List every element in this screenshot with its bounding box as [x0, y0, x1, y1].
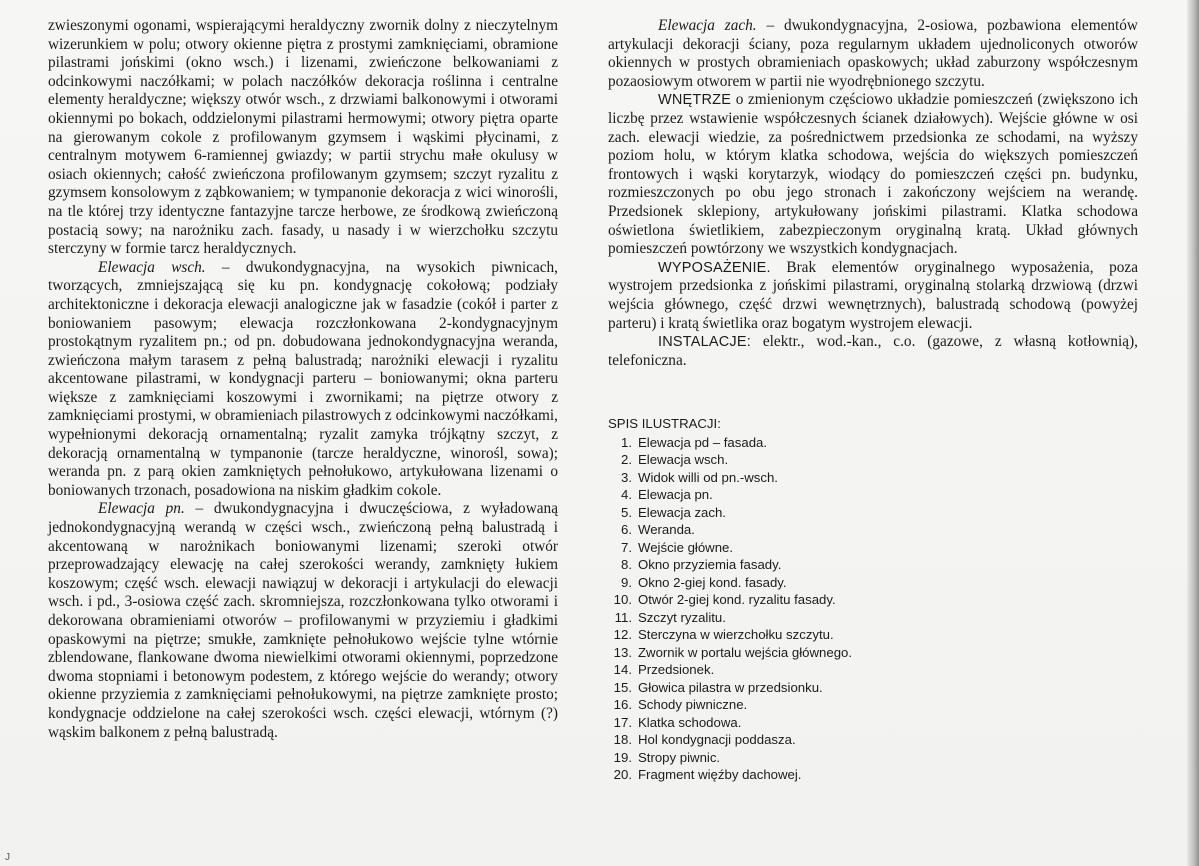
illustration-caption: Wejście główne.: [638, 539, 734, 555]
illustration-caption: Schody piwniczne.: [638, 697, 748, 712]
illustration-list-item: [608, 714, 1008, 732]
illustration-caption: Zwornik w portalu wejścia głównego.: [638, 644, 853, 660]
illustration-list-item: [608, 749, 1008, 767]
illustration-list-item: [608, 766, 1008, 784]
illustration-number: 19.: [613, 749, 632, 765]
illustration-list-item: [608, 591, 1008, 609]
illustration-number: 20.: [613, 767, 632, 782]
installations-heading: INSTALACJE:: [658, 334, 751, 351]
illustration-caption: Otwór 2-giej kond. ryzalitu fasady.: [638, 592, 836, 607]
illustration-number: 14.: [613, 662, 632, 677]
illustration-list-item: [608, 574, 1008, 592]
illustration-caption: Weranda.: [638, 522, 695, 537]
illustration-caption: Szczyt ryzalitu.: [638, 609, 726, 625]
illustration-caption: Klatka schodowa.: [638, 714, 742, 730]
north-elevation-heading: Elewacja pn.: [98, 500, 185, 518]
facade-description-continued: zwieszonymi ogonami, wspierającymi heraldyczny zwornik dolny z nieczytelnym wizerunkiem w polu; otwory okienne piętra z prostymi zamknięciami, obramione pilastrami jońskimi (okno wsch.) i lizenami, zwieńczone belkowaniami z odcinkowymi naczółkami; w polach naczółków dekoracja roślinna i centralne elementy heraldyczne; większy otwór wsch., z drzwiami balkonowymi i otworami okiennymi po bokach, oddzielonymi pilastrami hermowymi; otwory piętra oparte na gierowanym cokole z profilowanym gzymsem i wąskimi płycinami, z centralnym motywem 6-ramiennej gwiazdy; w partii strychu małe okulusy w osiach okiennych; całość zwieńczona profilowanym gzymsem; szczyt ryzalitu z gzymsem konsolowym z ząbkowaniem; w tympanonie dekoracja z wici winorośli, na tle której trzy identyczne fantazyjne tarcze herbowe, ze środkową zwieńczoną postacią sowy; na narożniku zach. fasady, u nasady i w wierzchołku szczytu sterczyny w formie tarcz heraldycznych.: [48, 17, 558, 258]
illustration-number: 1.: [621, 434, 632, 450]
illustration-caption: Okno 2-giej kond. fasady.: [638, 574, 787, 590]
illustration-number: 3.: [621, 469, 632, 485]
illustration-list-item: [608, 609, 1008, 627]
illustrations-list-block: [608, 415, 1008, 784]
east-elevation-text: – dwukondygnacyjna, na wysokich piwnicach, tworzących, zmniejszającą się ku pn. kondygnację cokołową; podziały architektoniczne i dekoracja elewacji analogiczne jak w fasadzie (cokół i parter z boniowaniem pasowym; elewacja rozczłonkowana 2-kondygnacyjnym prostokątnym ryzalitem pn.; od pn. dobudowana jednokondygnacyjna weranda, zwieńczona małym tarasem z pełną balustradą; narożniki elewacji i ryzalitu akcentowane pilastrami, w kondygnacji parteru – boniowanymi; okna parteru większe z zamknięciami koszowymi i zwornikami; na piętrze otwory z zamknięciami prostymi, w obramieniach pilastrowych z odcinkowymi naczółkami, wypełnionymi dekoracją ornamentalną; ryzalit zamyka trójkątny szczyt, z dekoracją ornamentalną w tympanonie (tarcze heraldyczne, winorośl, sowa); weranda pn. z parą okien zamkniętych pełnołukowo, artykułowana lizenami o boniowanych trzonach, posadowiona na niskim gładkim cokole.: [48, 258, 558, 499]
illustration-caption: Stropy piwnic.: [638, 749, 721, 765]
illustration-number: 18.: [613, 732, 632, 747]
illustration-list-item: [608, 644, 1008, 662]
interior-text: o zmienionym częściowo układzie pomieszczeń (zwiększono ich liczbę przez wstawienie współczesnych ścianek działowych). Wejście główne w osi zach. elewacji wiedzie, za pośrednictwem przedsionka ze schodami, na wyższy poziom holu, w którym klatka schodowa, wejścia do większych pomieszczeń frontowych i wąski korytarzyk, wiodący do pomieszczeń części pn. budynku, rozmieszczonych po obu jego stronach i zakończony wejściem na werandę. Przedsionek sklepiony, artykułowany jońskimi pilastrami. Klatka schodowa oświetlona świetlikiem, zabezpieczonym oryginalną kratą. Układ głównych pomieszczeń powtórzony we wszystkich kondygnacjach.: [608, 91, 1138, 258]
illustration-list-item: [608, 469, 1008, 487]
illustration-list-item: [608, 539, 1008, 557]
illustration-number: 17.: [613, 714, 632, 730]
right-text-column: [608, 17, 1138, 370]
illustration-list-item: [608, 626, 1008, 644]
interior-heading: WNĘTRZE: [658, 92, 732, 109]
illustration-caption: Przedsionek.: [638, 662, 715, 677]
left-text-column: [48, 17, 558, 742]
illustration-list-item: [608, 521, 1008, 539]
illustration-number: 2.: [621, 452, 632, 467]
scan-edge-shadow: [1187, 0, 1199, 866]
furnishings-paragraph: [608, 259, 1138, 333]
illustration-list-item: [608, 731, 1008, 749]
illustration-list-item: [608, 696, 1008, 714]
illustrations-title: SPIS ILUSTRACJI:: [608, 416, 721, 431]
illustration-caption: Sterczyna w wierzchołku szczytu.: [638, 627, 834, 642]
illustration-list-item: [608, 434, 1008, 452]
illustrations-list: [608, 434, 1008, 784]
illustration-caption: Elewacja wsch.: [638, 452, 729, 467]
illustration-list-item: [608, 504, 1008, 522]
illustration-number: 13.: [613, 644, 632, 660]
illustration-caption: Głowica pilastra w przedsionku.: [638, 679, 823, 695]
north-elevation-text: – dwukondygnacyjna i dwuczęściowa, z wyładowaną jednokondygnacyjną werandą w części wsch., zwieńczoną pełną balustradą i akcentowaną w narożnikach boniowanymi lizenami; szeroki otwór przeprowadzający elewację na całej szerokości werandy, zamknięty łukiem koszowym; część wsch. elewacji nawiązuj w dekoracji i artykulacji do elewacji wsch. i pd., 3-osiowa część zach. skromniejsza, rozczłonkowana tylko otworami i dekorowana obramieniami otworów – profilowanymi w przyziemiu i gładkimi opaskowymi na piętrze; smukłe, zamknięte pełnołukowo wejście tylne wtórnie zblendowane, flankowane dwoma niewielkimi otworami okiennymi, poprzedzone dwoma stopniami i betonowym podestem, z którego wejście do werandy; otwory okienne przyziemia z zamknięciami pełnołukowymi, na piętrze zamknięte prosto; kondygnacje oddzielone na całej szerokości wsch. części elewacji, wtórnym (?) wąskim balkonem z pełną balustradą.: [48, 500, 558, 741]
illustration-number: 16.: [613, 697, 632, 712]
illustration-list-item: [608, 556, 1008, 574]
illustration-number: 10.: [613, 592, 632, 607]
illustration-number: 8.: [621, 557, 632, 572]
illustration-caption: Hol kondygnacji poddasza.: [638, 732, 796, 747]
illustration-number: 6.: [621, 522, 632, 537]
east-elevation-paragraph: [48, 259, 558, 501]
illustration-number: 5.: [621, 504, 632, 520]
north-elevation-paragraph: [48, 500, 558, 742]
illustration-caption: Elewacja zach.: [638, 504, 726, 520]
illustration-caption: Elewacja pd – fasada.: [638, 434, 768, 450]
illustration-caption: Fragment więźby dachowej.: [638, 767, 802, 782]
illustration-caption: Widok willi od pn.-wsch.: [638, 469, 778, 485]
west-elevation-paragraph: [608, 17, 1138, 91]
illustration-number: 12.: [613, 627, 632, 642]
illustration-list-item: [608, 486, 1008, 504]
interior-paragraph: [608, 91, 1138, 258]
west-elevation-text: – dwukondygnacyjna, 2-osiowa, pozbawiona elementów artykulacji dekoracji ściany, poza regularnym układem ujednoliconych otworów okiennych w prostych obramieniach opaskowych; układ zaburzony współczesnym pozaosiowym otworem w partii nie wyodrębnionego szczytu.: [608, 17, 1138, 90]
illustration-list-item: [608, 661, 1008, 679]
illustration-number: 4.: [621, 487, 632, 502]
corner-mark: J: [5, 852, 10, 863]
illustration-number: 7.: [621, 539, 632, 555]
furnishings-heading: WYPOSAŻENIE.: [658, 259, 771, 276]
illustration-number: 15.: [613, 679, 632, 695]
installations-text: elektr., wod.-kan., c.o. (gazowe, z własną kotłownią), telefoniczna.: [608, 333, 1138, 369]
illustration-caption: Okno przyziemia fasady.: [638, 557, 782, 572]
furnishings-text: Brak elementów oryginalnego wyposażenia, poza wystrojem przedsionka z jońskimi pilastrami, oryginalną stolarką drzwiową (drzwi wejścia głównego, część drzwi wewnętrznych), balustradą schodową (powyżej parteru) i kratą świetlika oraz bogatym wystrojem elewacji.: [608, 258, 1138, 332]
east-elevation-heading: Elewacja wsch.: [98, 258, 206, 276]
installations-paragraph: [608, 333, 1138, 370]
illustration-number: 9.: [621, 574, 632, 590]
illustration-number: 11.: [614, 609, 632, 625]
west-elevation-heading: Elewacja zach.: [658, 17, 757, 34]
illustration-list-item: [608, 679, 1008, 697]
illustration-caption: Elewacja pn.: [638, 487, 713, 502]
illustration-list-item: [608, 451, 1008, 469]
